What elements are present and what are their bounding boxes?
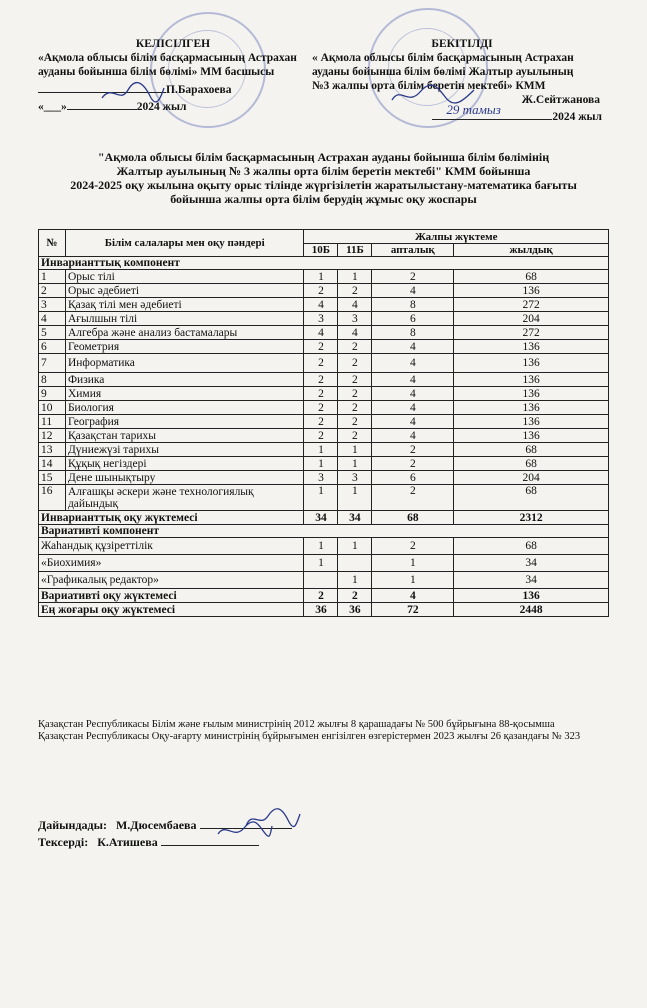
row-number: 1 bbox=[39, 270, 66, 284]
row-weekly: 6 bbox=[372, 471, 454, 485]
title-line-2: Жалтыр ауылының № 3 жалпы орта білім беретін мектебі" КММ бойынша bbox=[116, 164, 531, 178]
checked-signature bbox=[214, 820, 274, 842]
row-subject: География bbox=[65, 415, 304, 429]
row-subject: Алгебра және анализ бастамалары bbox=[65, 326, 304, 340]
row-10b: 2 bbox=[304, 415, 338, 429]
table-row bbox=[39, 572, 609, 589]
row-number: 2 bbox=[39, 284, 66, 298]
invariant-total-weekly: 68 bbox=[372, 511, 454, 525]
row-yearly: 136 bbox=[454, 415, 609, 429]
approval-left-date-suffix: 2024 жыл bbox=[136, 101, 187, 113]
table-row bbox=[39, 401, 609, 415]
row-yearly: 136 bbox=[454, 340, 609, 354]
approval-right-date-suffix: 2024 жыл bbox=[552, 111, 602, 123]
row-10b: 1 bbox=[304, 443, 338, 457]
row-subject: Химия bbox=[65, 387, 304, 401]
max-total-weekly: 72 bbox=[372, 603, 454, 617]
title-line-4: бойынша жалпы орта білім берудің жұмыс оқу жоспары bbox=[170, 192, 477, 206]
row-11b: 2 bbox=[338, 284, 372, 298]
row-number: 13 bbox=[39, 443, 66, 457]
document-title bbox=[20, 150, 627, 206]
row-yearly: 272 bbox=[454, 326, 609, 340]
row-weekly: 4 bbox=[372, 401, 454, 415]
approval-left-date-prefix: «___» bbox=[38, 101, 67, 113]
invariant-total-label: Инварианттық оқу жүктемесі bbox=[39, 511, 304, 525]
row-11b: 3 bbox=[338, 471, 372, 485]
row-weekly: 1 bbox=[372, 572, 454, 589]
row-subject: Дүниежүзі тарихы bbox=[65, 443, 304, 457]
row-11b: 1 bbox=[338, 572, 372, 589]
table-row bbox=[39, 555, 609, 572]
row-10b: 2 bbox=[304, 340, 338, 354]
row-10b: 1 bbox=[304, 270, 338, 284]
row-11b: 1 bbox=[338, 538, 372, 555]
row-subject: Жаһандық құзіреттілік bbox=[39, 538, 304, 555]
variative-total-weekly: 4 bbox=[372, 589, 454, 603]
row-11b: 2 bbox=[338, 373, 372, 387]
approval-left-heading: КЕЛІСІЛГЕН bbox=[135, 38, 211, 50]
row-subject: Биология bbox=[65, 401, 304, 415]
left-signature bbox=[98, 80, 168, 106]
row-subject: Физика bbox=[65, 373, 304, 387]
max-total-yearly: 2448 bbox=[454, 603, 609, 617]
row-weekly: 4 bbox=[372, 354, 454, 373]
row-weekly: 2 bbox=[372, 270, 454, 284]
row-subject: Геометрия bbox=[65, 340, 304, 354]
variative-total-10b: 2 bbox=[304, 589, 338, 603]
row-11b: 1 bbox=[338, 457, 372, 471]
row-weekly: 4 bbox=[372, 340, 454, 354]
table-row bbox=[39, 354, 609, 373]
row-weekly: 2 bbox=[372, 457, 454, 471]
row-11b: 2 bbox=[338, 354, 372, 373]
row-number: 3 bbox=[39, 298, 66, 312]
invariant-total-10b: 34 bbox=[304, 511, 338, 525]
row-weekly: 8 bbox=[372, 326, 454, 340]
row-yearly: 136 bbox=[454, 429, 609, 443]
table-row bbox=[39, 270, 609, 284]
table-row bbox=[39, 387, 609, 401]
row-10b: 2 bbox=[304, 387, 338, 401]
row-10b: 1 bbox=[304, 538, 338, 555]
row-subject: Құқық негіздері bbox=[65, 457, 304, 471]
max-total-10b: 36 bbox=[304, 603, 338, 617]
approval-right-heading: БЕКІТІЛДІ bbox=[431, 38, 493, 50]
invariant-section-label: Инварианттық компонент bbox=[39, 257, 609, 270]
row-yearly: 34 bbox=[454, 572, 609, 589]
table-row bbox=[39, 443, 609, 457]
table-row bbox=[39, 373, 609, 387]
approval-right bbox=[312, 37, 612, 124]
approval-right-name: Ж.Сейтжанова bbox=[521, 94, 600, 106]
row-yearly: 136 bbox=[454, 387, 609, 401]
row-11b: 2 bbox=[338, 415, 372, 429]
table-row bbox=[39, 415, 609, 429]
row-11b bbox=[338, 555, 372, 572]
variative-total-11b: 2 bbox=[338, 589, 372, 603]
row-yearly: 136 bbox=[454, 373, 609, 387]
row-11b: 2 bbox=[338, 340, 372, 354]
row-weekly: 1 bbox=[372, 555, 454, 572]
max-total-11b: 36 bbox=[338, 603, 372, 617]
col-subject-header: Білім салалары мен оқу пәндері bbox=[65, 230, 304, 257]
row-subject: Дене шынықтыру bbox=[65, 471, 304, 485]
row-subject: «Биохимия» bbox=[39, 555, 304, 572]
row-weekly: 2 bbox=[372, 485, 454, 511]
row-yearly: 204 bbox=[454, 312, 609, 326]
row-subject: Алғашқы әскери және технологиялық дайындық bbox=[65, 485, 304, 511]
row-yearly: 272 bbox=[454, 298, 609, 312]
checked-name: К.Атишева bbox=[97, 835, 158, 849]
row-yearly: 68 bbox=[454, 485, 609, 511]
row-11b: 1 bbox=[338, 270, 372, 284]
table-row bbox=[39, 457, 609, 471]
col-yearly-header: жылдық bbox=[454, 244, 609, 257]
row-10b: 2 bbox=[304, 401, 338, 415]
table-row bbox=[39, 312, 609, 326]
approval-left bbox=[38, 37, 308, 114]
right-signature bbox=[388, 84, 478, 108]
variative-section-label: Вариативті компонент bbox=[39, 525, 609, 538]
row-10b: 2 bbox=[304, 373, 338, 387]
row-weekly: 4 bbox=[372, 284, 454, 298]
row-number: 12 bbox=[39, 429, 66, 443]
row-subject: Қазақстан тарихы bbox=[65, 429, 304, 443]
row-weekly: 4 bbox=[372, 415, 454, 429]
row-weekly: 6 bbox=[372, 312, 454, 326]
invariant-total-yearly: 2312 bbox=[454, 511, 609, 525]
prepared-label: Дайындады: bbox=[38, 818, 107, 832]
row-number: 8 bbox=[39, 373, 66, 387]
row-yearly: 34 bbox=[454, 555, 609, 572]
table-row bbox=[39, 340, 609, 354]
row-number: 15 bbox=[39, 471, 66, 485]
title-line-1: "Ақмола облысы білім басқармасының Астрахан ауданы бойынша білім бөлімінің bbox=[97, 150, 550, 164]
prepared-name: М.Дюсембаева bbox=[115, 818, 197, 832]
row-subject: Қазақ тілі мен әдебиеті bbox=[65, 298, 304, 312]
note-line-1: Қазақстан Республикасы Білім және ғылым министрінің 2012 жылғы 8 қарашадағы № 500 бұйрығына 88-қосымша bbox=[38, 719, 555, 730]
row-yearly: 68 bbox=[454, 443, 609, 457]
row-10b: 3 bbox=[304, 471, 338, 485]
row-11b: 2 bbox=[338, 401, 372, 415]
approval-right-org: « Ақмола облысы білім басқармасының Астрахан ауданы бойынша білім бөлімі Жалтыр ауылының №3 жалпы орта білім беретін мектебі» КММ bbox=[312, 52, 574, 92]
row-weekly: 2 bbox=[372, 538, 454, 555]
row-yearly: 136 bbox=[454, 354, 609, 373]
row-10b: 2 bbox=[304, 284, 338, 298]
row-weekly: 4 bbox=[372, 429, 454, 443]
row-10b: 4 bbox=[304, 326, 338, 340]
row-number: 10 bbox=[39, 401, 66, 415]
row-subject: Ағылшын тілі bbox=[65, 312, 304, 326]
row-weekly: 2 bbox=[372, 443, 454, 457]
note-line-2: Қазақстан Республикасы Оқу-ағарту министрінің бұйрығымен енгізілген өзгерістермен 2023 жылғы 26 қазандағы № 323 bbox=[38, 731, 581, 742]
row-weekly: 4 bbox=[372, 387, 454, 401]
row-10b: 2 bbox=[304, 429, 338, 443]
col-10b-header: 10Б bbox=[304, 244, 338, 257]
row-subject: Орыс тілі bbox=[65, 270, 304, 284]
row-11b: 4 bbox=[338, 326, 372, 340]
checked-label: Тексерді: bbox=[38, 835, 89, 849]
table-row bbox=[39, 485, 609, 511]
row-yearly: 136 bbox=[454, 401, 609, 415]
col-load-header: Жалпы жүктеме bbox=[304, 230, 609, 244]
row-yearly: 68 bbox=[454, 538, 609, 555]
row-subject: Орыс әдебиеті bbox=[65, 284, 304, 298]
col-weekly-header: апталық bbox=[372, 244, 454, 257]
legal-notes bbox=[38, 719, 628, 743]
table-row bbox=[39, 298, 609, 312]
table-row bbox=[39, 538, 609, 555]
variative-total-label: Вариативті оқу жүктемесі bbox=[39, 589, 304, 603]
row-number: 5 bbox=[39, 326, 66, 340]
table-row bbox=[39, 326, 609, 340]
max-total-label: Ең жоғары оқу жүктемесі bbox=[39, 603, 304, 617]
row-subject: «Графикалық редактор» bbox=[39, 572, 304, 589]
curriculum-table bbox=[38, 229, 609, 617]
row-number: 9 bbox=[39, 387, 66, 401]
row-number: 11 bbox=[39, 415, 66, 429]
row-yearly: 68 bbox=[454, 270, 609, 284]
approval-left-name: П.Барахоева bbox=[166, 84, 232, 96]
row-subject: Информатика bbox=[65, 354, 304, 373]
variative-total-yearly: 136 bbox=[454, 589, 609, 603]
col-number-header: № bbox=[39, 230, 66, 257]
invariant-total-11b: 34 bbox=[338, 511, 372, 525]
row-yearly: 204 bbox=[454, 471, 609, 485]
row-11b: 1 bbox=[338, 443, 372, 457]
row-number: 4 bbox=[39, 312, 66, 326]
row-number: 14 bbox=[39, 457, 66, 471]
approval-right-date-handwritten: 29 тамыз bbox=[446, 102, 501, 117]
row-yearly: 136 bbox=[454, 284, 609, 298]
row-10b: 3 bbox=[304, 312, 338, 326]
row-yearly: 68 bbox=[454, 457, 609, 471]
row-10b: 1 bbox=[304, 555, 338, 572]
row-11b: 2 bbox=[338, 429, 372, 443]
title-line-3: 2024-2025 оқу жылына оқыту орыс тілінде жүргізілетін жаратылыстану-математика бағыты bbox=[70, 178, 577, 192]
row-weekly: 4 bbox=[372, 373, 454, 387]
row-weekly: 8 bbox=[372, 298, 454, 312]
table-row bbox=[39, 429, 609, 443]
row-10b: 1 bbox=[304, 485, 338, 511]
col-11b-header: 11Б bbox=[338, 244, 372, 257]
row-10b: 1 bbox=[304, 457, 338, 471]
row-11b: 3 bbox=[338, 312, 372, 326]
table-row bbox=[39, 471, 609, 485]
row-11b: 2 bbox=[338, 387, 372, 401]
row-11b: 4 bbox=[338, 298, 372, 312]
row-10b: 4 bbox=[304, 298, 338, 312]
row-number: 6 bbox=[39, 340, 66, 354]
row-11b: 1 bbox=[338, 485, 372, 511]
row-10b bbox=[304, 572, 338, 589]
row-10b: 2 bbox=[304, 354, 338, 373]
table-row bbox=[39, 284, 609, 298]
row-number: 16 bbox=[39, 485, 66, 511]
row-number: 7 bbox=[39, 354, 66, 373]
approval-left-org: «Ақмола облысы білім басқармасының Астрахан ауданы бойынша білім бөлімі» ММ басшысы bbox=[38, 52, 297, 78]
